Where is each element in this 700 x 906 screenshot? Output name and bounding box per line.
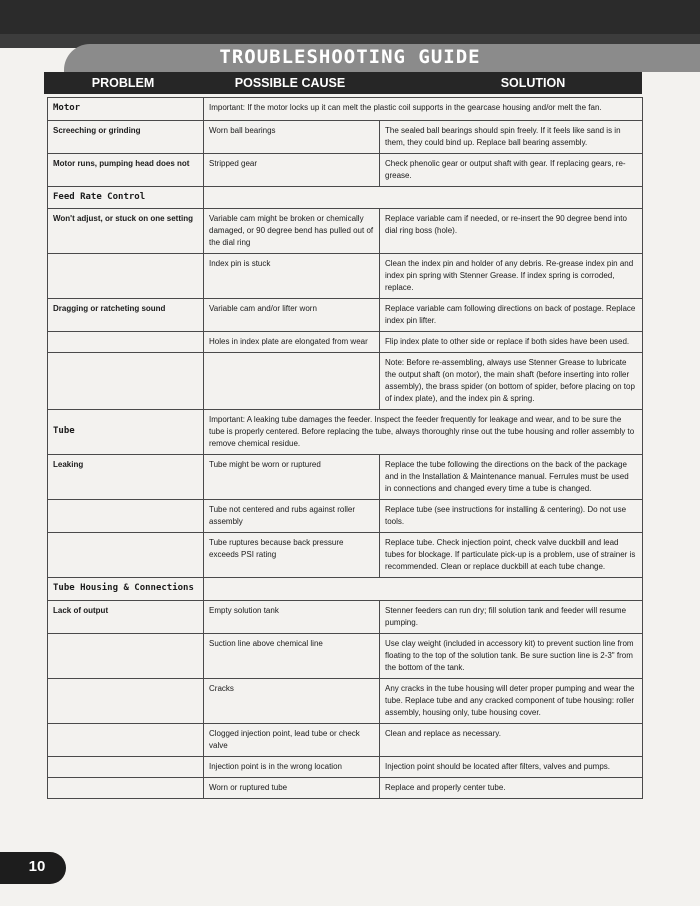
problem-cell: Screeching or grinding — [48, 120, 204, 153]
solution-cell: Replace tube. Check injection point, check valve duckbill and lead tubes for blockage. If particulate pick-up is a problem, use of strainer is recommended. Clean or replace duckbill at each tube change. — [380, 533, 643, 578]
section-title: Tube — [48, 410, 204, 455]
cause-cell: Worn ball bearings — [204, 120, 380, 153]
problem-cell — [48, 633, 204, 678]
table-row — [48, 209, 643, 254]
page-number: 10 — [28, 858, 46, 875]
section-note — [204, 186, 643, 209]
cause-cell: Tube might be worn or ruptured — [204, 455, 380, 500]
cause-cell: Worn or ruptured tube — [204, 777, 380, 798]
problem-cell: Leaking — [48, 455, 204, 500]
table-row — [48, 533, 643, 578]
troubleshooting-table — [47, 97, 643, 799]
problem-cell — [48, 353, 204, 410]
problem-cell — [48, 777, 204, 798]
problem-cell: Motor runs, pumping head does not — [48, 153, 204, 186]
table-row — [48, 254, 643, 299]
problem-cell — [48, 254, 204, 299]
table-row — [48, 723, 643, 756]
problem-cell: Dragging or ratcheting sound — [48, 299, 204, 332]
section-note — [204, 578, 643, 601]
cause-cell: Variable cam and/or lifter worn — [204, 299, 380, 332]
section-row — [48, 410, 643, 455]
cause-cell: Empty solution tank — [204, 600, 380, 633]
column-header-problem: PROBLEM — [91, 76, 155, 90]
cause-cell: Cracks — [204, 678, 380, 723]
cause-cell: Suction line above chemical line — [204, 633, 380, 678]
problem-cell: Won't adjust, or stuck on one setting — [48, 209, 204, 254]
solution-cell: Replace tube (see instructions for installing & centering). Do not use tools. — [380, 500, 643, 533]
section-note: Important: If the motor locks up it can melt the plastic coil supports in the gearcase housing and/or melt the fan. — [204, 98, 643, 121]
solution-cell: Clean the index pin and holder of any debris. Re-grease index pin and index pin spring with Stenner Grease. If index spring is corroded, replace. — [380, 254, 643, 299]
problem-cell — [48, 533, 204, 578]
problem-cell — [48, 756, 204, 777]
cause-cell: Tube ruptures because back pressure exceeds PSI rating — [204, 533, 380, 578]
problem-cell — [48, 500, 204, 533]
solution-cell: Flip index plate to other side or replace if both sides have been used. — [380, 332, 643, 353]
table-row — [48, 756, 643, 777]
table-row — [48, 353, 643, 410]
table-row — [48, 678, 643, 723]
solution-cell: The sealed ball bearings should spin freely. If it feels like sand is in them, they could bind up. Replace ball bearing assembly. — [380, 120, 643, 153]
column-header-solution: SOLUTION — [500, 76, 566, 90]
solution-cell: Replace variable cam following directions on back of postage. Replace index pin lifter. — [380, 299, 643, 332]
section-note: Important: A leaking tube damages the feeder. Inspect the feeder frequently for leakage and wear, and to be sure the tube is properly centered. Before replacing the tube, always thoroughly rinse out the tube housing and roller assembly to remove chemical residue. — [204, 410, 643, 455]
table-row — [48, 777, 643, 798]
cause-cell: Clogged injection point, lead tube or check valve — [204, 723, 380, 756]
section-title: Motor — [48, 98, 204, 121]
solution-cell: Check phenolic gear or output shaft with gear. If replacing gears, re-grease. — [380, 153, 643, 186]
cause-cell: Holes in index plate are elongated from wear — [204, 332, 380, 353]
table-row — [48, 633, 643, 678]
cause-cell: Index pin is stuck — [204, 254, 380, 299]
cause-cell: Variable cam might be broken or chemically damaged, or 90 degree bend has pulled out of the dial ring — [204, 209, 380, 254]
table-row — [48, 332, 643, 353]
section-title: Tube Housing & Connections — [48, 578, 204, 601]
solution-cell: Note: Before re-assembling, always use Stenner Grease to lubricate the output shaft (on motor), the main shaft (before inserting into roller assembly), the brass spider (on bottom of spider, before placing on top of index plate), and the index pin & spring. — [380, 353, 643, 410]
solution-cell: Any cracks in the tube housing will deter proper pumping and wear the tube. Replace tube and any cracked component of tube housing: roller assembly, housing only, tube housing cover. — [380, 678, 643, 723]
column-header-cause: POSSIBLE CAUSE — [234, 76, 346, 90]
table-row — [48, 455, 643, 500]
table-row — [48, 500, 643, 533]
table-row — [48, 120, 643, 153]
problem-cell — [48, 332, 204, 353]
solution-cell: Injection point should be located after filters, valves and pumps. — [380, 756, 643, 777]
solution-cell: Replace variable cam if needed, or re-insert the 90 degree bend into dial ring boss (hole). — [380, 209, 643, 254]
cause-cell: Stripped gear — [204, 153, 380, 186]
table-row — [48, 153, 643, 186]
section-row — [48, 578, 643, 601]
problem-cell — [48, 678, 204, 723]
table-row — [48, 299, 643, 332]
solution-cell: Replace the tube following the directions on the back of the package and in the Installation & Maintenance manual. Ferrules must be used in connections and changed every time a tube is changed. — [380, 455, 643, 500]
solution-cell: Clean and replace as necessary. — [380, 723, 643, 756]
problem-cell: Lack of output — [48, 600, 204, 633]
cause-cell: Injection point is in the wrong location — [204, 756, 380, 777]
section-row — [48, 98, 643, 121]
cause-cell — [204, 353, 380, 410]
page-title: TROUBLESHOOTING GUIDE — [219, 46, 481, 68]
table-row — [48, 600, 643, 633]
section-row — [48, 186, 643, 209]
solution-cell: Stenner feeders can run dry; fill solution tank and feeder will resume pumping. — [380, 600, 643, 633]
cause-cell: Tube not centered and rubs against roller assembly — [204, 500, 380, 533]
solution-cell: Use clay weight (included in accessory kit) to prevent suction line from floating to the top of the solution tank. Be sure suction line is 2-3" from the bottom of the tank. — [380, 633, 643, 678]
column-header-row — [44, 72, 642, 94]
section-title: Feed Rate Control — [48, 186, 204, 209]
problem-cell — [48, 723, 204, 756]
solution-cell: Replace and properly center tube. — [380, 777, 643, 798]
